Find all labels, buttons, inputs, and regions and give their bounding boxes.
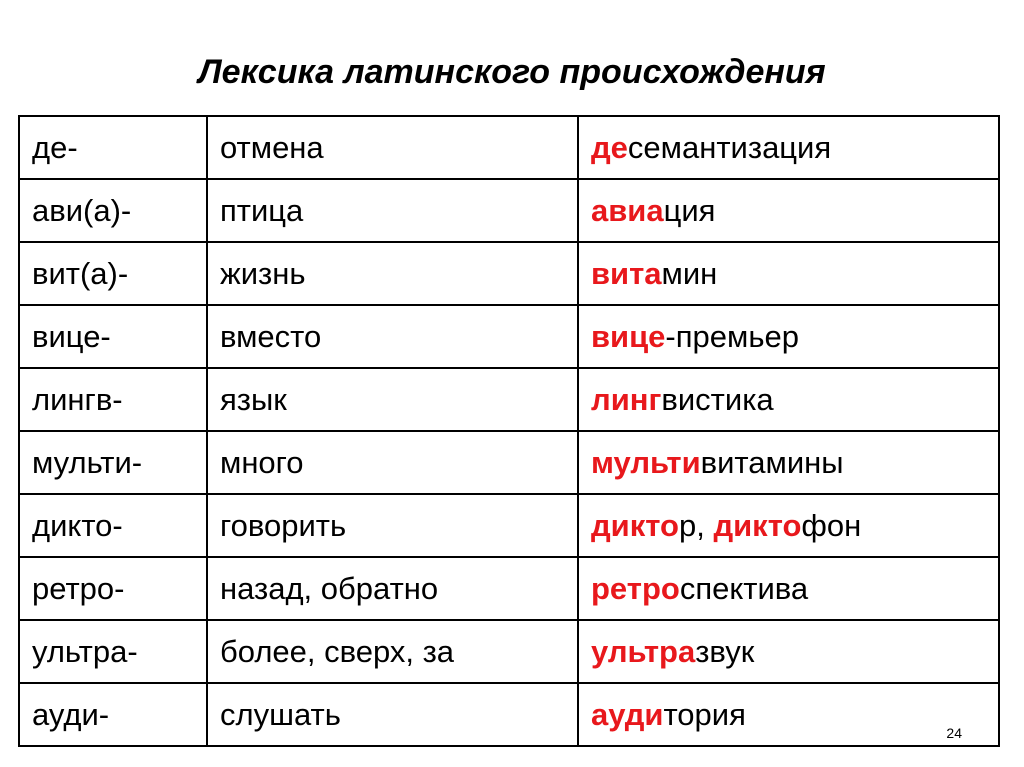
example-text: мин — [661, 256, 718, 291]
meaning-cell: говорить — [207, 494, 578, 557]
latin-element-cell: ави(а)- — [19, 179, 207, 242]
highlighted-morpheme: де — [591, 130, 628, 165]
latin-element-cell: вице- — [19, 305, 207, 368]
table-row — [19, 242, 999, 305]
highlighted-morpheme: вице — [591, 319, 666, 354]
example-cell — [578, 305, 999, 368]
example-cell — [578, 116, 999, 179]
meaning-cell: вместо — [207, 305, 578, 368]
latin-element-cell: де- — [19, 116, 207, 179]
highlighted-morpheme: авиа — [591, 193, 664, 228]
meaning-cell: назад, обратно — [207, 557, 578, 620]
highlighted-morpheme: вита — [591, 256, 662, 291]
meaning-cell: отмена — [207, 116, 578, 179]
latin-element-cell: ауди- — [19, 683, 207, 746]
latin-element-cell: ретро- — [19, 557, 207, 620]
table-row — [19, 494, 999, 557]
highlighted-morpheme: линг — [591, 382, 662, 417]
example-cell — [578, 620, 999, 683]
example-text: тория — [663, 697, 746, 732]
meaning-cell: более, сверх, за — [207, 620, 578, 683]
example-text: вистика — [661, 382, 774, 417]
meaning-cell: слушать — [207, 683, 578, 746]
example-cell — [578, 242, 999, 305]
example-cell — [578, 683, 999, 746]
highlighted-morpheme: ретро — [591, 571, 680, 606]
table-row — [19, 179, 999, 242]
vocabulary-table-body — [19, 116, 999, 746]
highlighted-morpheme: дикто — [591, 508, 679, 543]
example-cell — [578, 557, 999, 620]
latin-element-cell: лингв- — [19, 368, 207, 431]
table-row — [19, 116, 999, 179]
example-cell — [578, 494, 999, 557]
meaning-cell: жизнь — [207, 242, 578, 305]
slide-title: Лексика латинского происхождения — [198, 53, 826, 91]
table-row — [19, 683, 999, 746]
latin-element-cell: ультра- — [19, 620, 207, 683]
latin-element-cell: вит(а)- — [19, 242, 207, 305]
latin-element-cell: мульти- — [19, 431, 207, 494]
example-cell — [578, 431, 999, 494]
latin-element-cell: дикто- — [19, 494, 207, 557]
table-row — [19, 305, 999, 368]
example-cell — [578, 368, 999, 431]
example-text: ция — [663, 193, 716, 228]
example-cell — [578, 179, 999, 242]
highlighted-morpheme: ультра — [591, 634, 696, 669]
highlighted-morpheme: мульти — [591, 445, 701, 480]
meaning-cell: язык — [207, 368, 578, 431]
highlighted-morpheme: дикто — [713, 508, 802, 543]
meaning-cell: много — [207, 431, 578, 494]
example-text: р, — [678, 508, 714, 543]
highlighted-morpheme: ауди — [591, 697, 664, 732]
table-row — [19, 620, 999, 683]
example-text: семантизация — [627, 130, 832, 165]
example-text: фон — [801, 508, 862, 543]
meaning-cell: птица — [207, 179, 578, 242]
example-text: витамины — [700, 445, 844, 480]
vocabulary-table — [18, 115, 1000, 747]
table-row — [19, 368, 999, 431]
table-row — [19, 431, 999, 494]
example-text: звук — [695, 634, 755, 669]
table-row — [19, 557, 999, 620]
slide-number: 24 — [946, 725, 962, 741]
example-text: спектива — [679, 571, 809, 606]
example-text: -премьер — [665, 319, 799, 354]
